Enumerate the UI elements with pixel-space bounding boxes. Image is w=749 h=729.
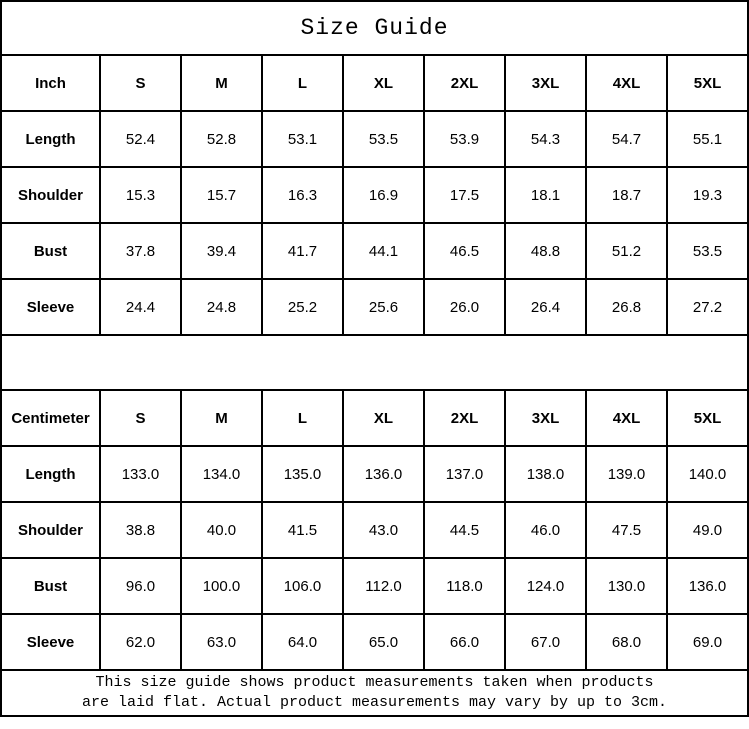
centimeter-table-body (1, 390, 748, 670)
measurement-value: 138.0 (505, 446, 586, 502)
measurement-value: 69.0 (667, 614, 748, 670)
measurement-value: 39.4 (181, 223, 262, 279)
unit-label: Inch (1, 55, 100, 111)
footer-section (1, 670, 748, 716)
measurement-value: 26.4 (505, 279, 586, 335)
measurement-value: 46.0 (505, 502, 586, 558)
size-col-header-2xl: 2XL (424, 55, 505, 111)
measurement-value: 15.3 (100, 167, 181, 223)
size-col-header-4xl: 4XL (586, 390, 667, 446)
measurement-value: 15.7 (181, 167, 262, 223)
measurement-row (1, 279, 748, 335)
measurement-value: 134.0 (181, 446, 262, 502)
measurement-value: 135.0 (262, 446, 343, 502)
size-col-header-m: M (181, 390, 262, 446)
measurement-value: 130.0 (586, 558, 667, 614)
measurement-value: 41.5 (262, 502, 343, 558)
measurement-value: 40.0 (181, 502, 262, 558)
measurement-value: 18.1 (505, 167, 586, 223)
title-row (1, 1, 748, 55)
footer-note (1, 670, 748, 716)
measurement-value: 43.0 (343, 502, 424, 558)
measurement-value: 17.5 (424, 167, 505, 223)
size-col-header-3xl: 3XL (505, 55, 586, 111)
measurement-label: Bust (1, 223, 100, 279)
size-col-header-s: S (100, 55, 181, 111)
title-section (1, 1, 748, 55)
measurement-value: 53.9 (424, 111, 505, 167)
measurement-label: Bust (1, 558, 100, 614)
measurement-value: 44.1 (343, 223, 424, 279)
measurement-value: 38.8 (100, 502, 181, 558)
size-col-header-4xl: 4XL (586, 55, 667, 111)
measurement-value: 112.0 (343, 558, 424, 614)
measurement-row (1, 446, 748, 502)
size-col-header-2xl: 2XL (424, 390, 505, 446)
measurement-value: 118.0 (424, 558, 505, 614)
measurement-value: 53.5 (667, 223, 748, 279)
size-col-header-m: M (181, 55, 262, 111)
measurement-value: 27.2 (667, 279, 748, 335)
measurement-label: Length (1, 446, 100, 502)
measurement-value: 26.0 (424, 279, 505, 335)
measurement-value: 139.0 (586, 446, 667, 502)
measurement-label: Sleeve (1, 614, 100, 670)
measurement-value: 53.1 (262, 111, 343, 167)
measurement-value: 19.3 (667, 167, 748, 223)
spacer-cell (1, 335, 748, 390)
measurement-value: 67.0 (505, 614, 586, 670)
measurement-value: 41.7 (262, 223, 343, 279)
size-col-header-5xl: 5XL (667, 390, 748, 446)
measurement-value: 47.5 (586, 502, 667, 558)
measurement-value: 133.0 (100, 446, 181, 502)
spacer-section (1, 335, 748, 390)
size-col-header-xl: XL (343, 390, 424, 446)
footer-note-line1: This size guide shows product measurements taken when products (95, 673, 654, 691)
measurement-row (1, 502, 748, 558)
size-col-header-l: L (262, 390, 343, 446)
measurement-value: 65.0 (343, 614, 424, 670)
measurement-value: 51.2 (586, 223, 667, 279)
size-col-header-5xl: 5XL (667, 55, 748, 111)
measurement-value: 49.0 (667, 502, 748, 558)
measurement-value: 96.0 (100, 558, 181, 614)
measurement-value: 52.4 (100, 111, 181, 167)
measurement-label: Shoulder (1, 502, 100, 558)
size-col-header-s: S (100, 390, 181, 446)
spacer-row (1, 335, 748, 390)
measurement-value: 52.8 (181, 111, 262, 167)
measurement-value: 54.7 (586, 111, 667, 167)
measurement-value: 24.4 (100, 279, 181, 335)
unit-label: Centimeter (1, 390, 100, 446)
measurement-value: 46.5 (424, 223, 505, 279)
measurement-value: 37.8 (100, 223, 181, 279)
measurement-row (1, 614, 748, 670)
measurement-value: 16.9 (343, 167, 424, 223)
measurement-value: 136.0 (343, 446, 424, 502)
measurement-value: 63.0 (181, 614, 262, 670)
page-title: Size Guide (1, 1, 748, 55)
footer-note-line2: are laid flat. Actual product measurements may vary by up to 3cm. (81, 694, 668, 711)
measurement-label: Sleeve (1, 279, 100, 335)
measurement-row (1, 167, 748, 223)
measurement-value: 16.3 (262, 167, 343, 223)
measurement-label: Length (1, 111, 100, 167)
size-header-row (1, 390, 748, 446)
size-col-header-l: L (262, 55, 343, 111)
measurement-value: 136.0 (667, 558, 748, 614)
measurement-row (1, 558, 748, 614)
measurement-value: 55.1 (667, 111, 748, 167)
inch-table-body (1, 55, 748, 335)
measurement-value: 100.0 (181, 558, 262, 614)
measurement-value: 140.0 (667, 446, 748, 502)
measurement-value: 25.6 (343, 279, 424, 335)
measurement-value: 18.7 (586, 167, 667, 223)
measurement-value: 25.2 (262, 279, 343, 335)
measurement-value: 62.0 (100, 614, 181, 670)
footer-row (1, 670, 748, 716)
measurement-value: 106.0 (262, 558, 343, 614)
measurement-value: 137.0 (424, 446, 505, 502)
measurement-value: 44.5 (424, 502, 505, 558)
measurement-label: Shoulder (1, 167, 100, 223)
measurement-value: 64.0 (262, 614, 343, 670)
measurement-value: 53.5 (343, 111, 424, 167)
size-header-row (1, 55, 748, 111)
measurement-row (1, 223, 748, 279)
measurement-value: 124.0 (505, 558, 586, 614)
measurement-value: 66.0 (424, 614, 505, 670)
measurement-value: 68.0 (586, 614, 667, 670)
measurement-value: 48.8 (505, 223, 586, 279)
measurement-value: 54.3 (505, 111, 586, 167)
size-col-header-3xl: 3XL (505, 390, 586, 446)
size-col-header-xl: XL (343, 55, 424, 111)
measurement-value: 26.8 (586, 279, 667, 335)
measurement-row (1, 111, 748, 167)
measurement-value: 24.8 (181, 279, 262, 335)
